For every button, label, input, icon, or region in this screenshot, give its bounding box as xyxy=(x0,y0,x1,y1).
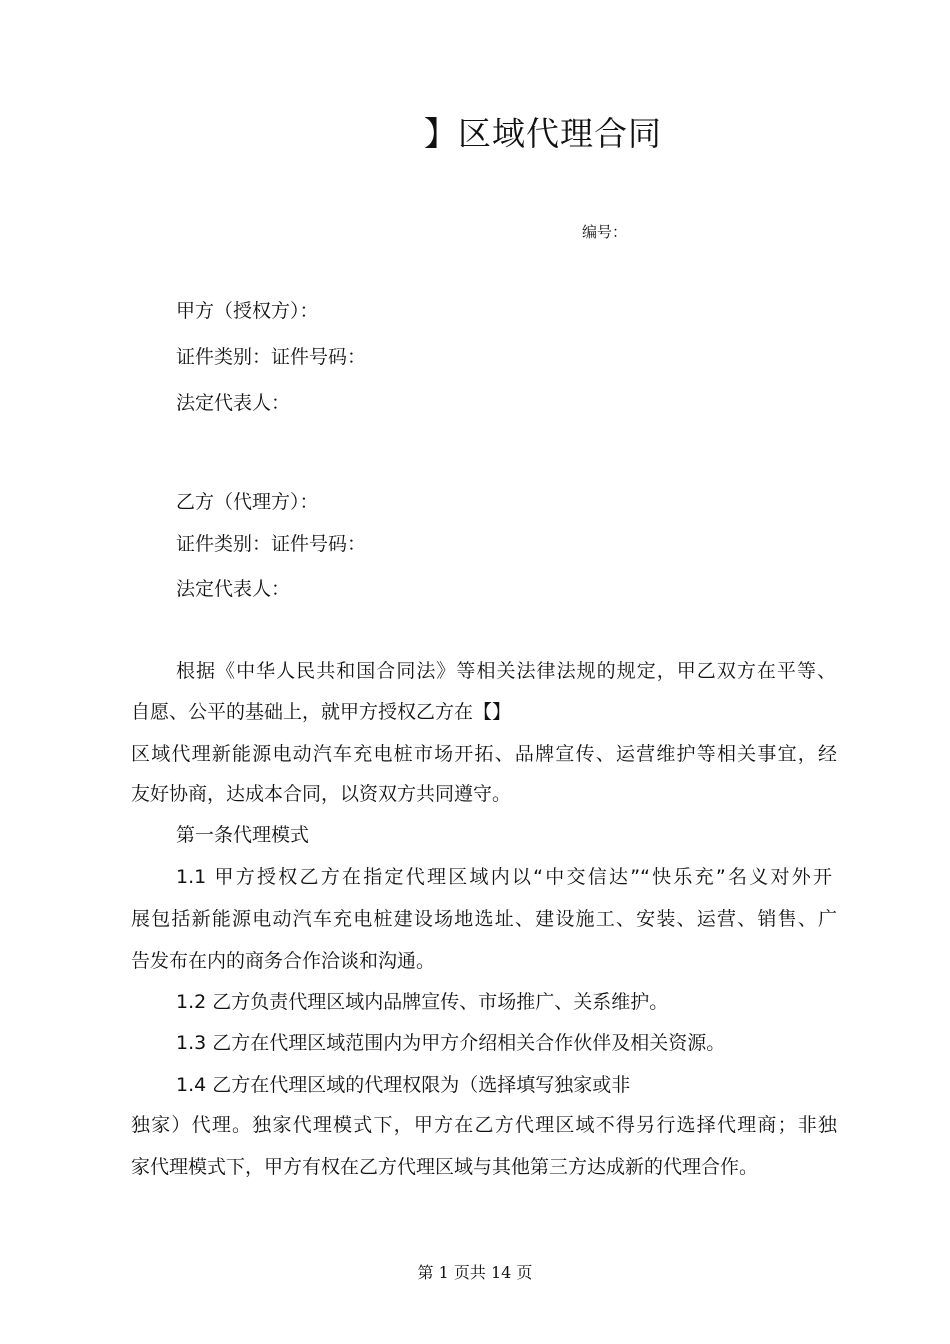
clause-1-3: 1.3 乙方在代理区域范围内为甲方介绍相关合作伙伴及相关资源。 xyxy=(176,1032,726,1054)
party-a-rep-line: 法定代表人： xyxy=(176,392,291,414)
contract-number-label: 编号： xyxy=(582,223,628,241)
page-footer: 第 1 页共 14 页 xyxy=(417,1263,533,1282)
party-b-id-line: 证件类别：证件号码： xyxy=(176,533,367,555)
clause-1-1-line-2: 展包括新能源电动汽车充电桩建设场地选址、建设施工、安装、运营、销售、广 xyxy=(131,908,837,930)
preamble-line-4: 友好协商，达成本合同，以资双方共同遵守。 xyxy=(131,783,512,805)
preamble-line-1: 根据《中华人民共和国合同法》等相关法律法规的规定，甲乙双方在平等、 xyxy=(176,660,836,682)
clause-1-4-line-2: 独家）代理。独家代理模式下，甲方在乙方代理区域不得另行选择代理商；非独 xyxy=(131,1114,837,1136)
clause-1-4-line-1: 1.4 乙方在代理区域的代理权限为（选择填写独家或非 xyxy=(176,1074,631,1096)
clause-1-1-line-1: 1.1 甲方授权乙方在指定代理区域内以“中交信达”“快乐充”名义对外开 xyxy=(176,866,832,888)
clause-1-4-line-3: 家代理模式下，甲方有权在乙方代理区域与其他第三方达成新的代理合作。 xyxy=(131,1156,759,1178)
preamble-line-2: 自愿、公平的基础上，就甲方授权乙方在【】 xyxy=(131,701,512,723)
preamble-line-3: 区域代理新能源电动汽车充电桩市场开拓、品牌宣传、运营维护等相关事宜，经 xyxy=(131,743,837,765)
party-b-label: 乙方（代理方）： xyxy=(176,491,319,513)
article-1-heading: 第一条代理模式 xyxy=(176,824,310,846)
party-b-rep-line: 法定代表人： xyxy=(176,578,291,600)
clause-1-2: 1.2 乙方负责代理区域内品牌宣传、市场推广、关系维护。 xyxy=(176,991,669,1013)
party-a-id-line: 证件类别：证件号码： xyxy=(176,346,367,368)
party-a-label: 甲方（授权方）： xyxy=(176,300,319,322)
contract-title: 】区域代理合同 xyxy=(424,114,662,153)
clause-1-1-line-3: 告发布在内的商务合作洽谈和沟通。 xyxy=(131,950,436,972)
